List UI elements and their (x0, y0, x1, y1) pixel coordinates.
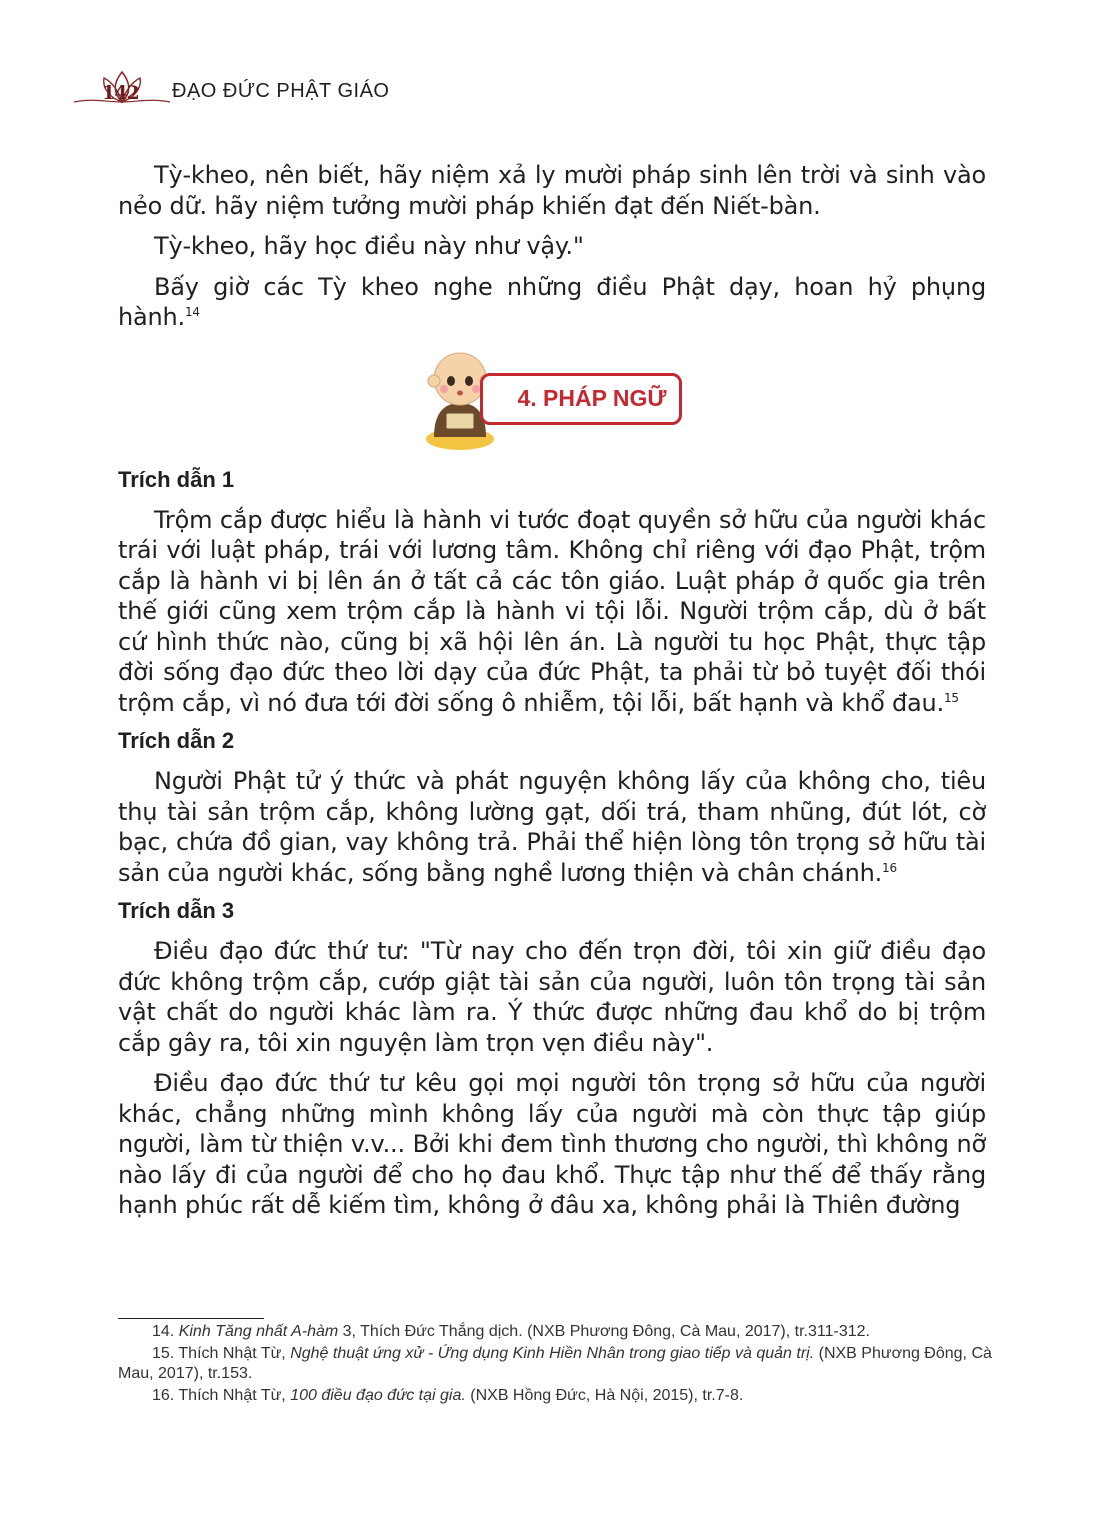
footnote-number: 16. (152, 1386, 175, 1404)
citation-2-text (118, 766, 986, 888)
running-title: ĐẠO ĐỨC PHẬT GIÁO (172, 80, 390, 102)
citation-3-paragraph-1: Điều đạo đức thứ tư: "Từ nay cho đến trọn đời, tôi xin giữ điều đạo đức không trộm cắp, cướp giật tài sản của người, luôn tôn trọng tài sản vật chất do người khác làm ra. Ý thức được những đau khổ do bị trộm cắp gây ra, tôi xin nguyện làm trọn vẹn điều này". (118, 937, 986, 1057)
citation-3-paragraph-2: Điều đạo đức thứ tư kêu gọi mọi người tôn trọng sở hữu của người khác, chẳng những mình không lấy của người mà còn thực tập giúp người, làm từ thiện v.v... Bởi khi đem tình thương cho người, thì không nỡ nào lấy đi của người để cho họ đau khổ. Thực tập như thế để thấy rằng hạnh phúc rất dễ kiếm tìm, không ở đâu xa, không phải là Thiên đường (118, 1069, 986, 1219)
citation-1-body: Trộm cắp được hiểu là hành vi tước đoạt quyền sở hữu của người khác trái với luật pháp, trái với lương tâm. Không chỉ riêng với đạo Phật, trộm cắp là hành vi bị lên án ở tất cả các tôn giáo. Luật pháp ở quốc gia trên thế giới cũng xem trộm cắp là hành vi tội lỗi. Người trộm cắp, dù ở bất cứ hình thức nào, cũng bị xã hội lên án. Là người tu học Phật, thực tập đời sống đạo đức theo lời dạy của đức Phật, ta phải từ bỏ tuyệt đối thói trộm cắp, vì nó đưa tới đời sống ô nhiễm, tội lỗi, bất hạnh và khổ đau. (118, 505, 986, 717)
citation-3-heading: Trích dẫn 3 (118, 898, 235, 923)
intro-paragraph-1: Tỳ-kheo, nên biết, hãy niệm xả ly mười pháp sinh lên trời và sinh vào nẻo dữ. hãy niệm tưởng mười pháp khiến đạt đến Niết-bàn. (118, 161, 986, 220)
citation-2-heading: Trích dẫn 2 (118, 728, 235, 753)
footnote-number: 15. (152, 1344, 175, 1362)
footnotes (118, 1322, 998, 1407)
footnote-14 (118, 1322, 998, 1343)
page-number: 142 (102, 82, 139, 104)
section-badge (118, 347, 986, 457)
footnote-details: (NXB Phương Đông, Cà Mau, 2017), tr.153. (118, 1344, 992, 1382)
footnote-ref-16[interactable]: 16 (882, 860, 897, 875)
footnote-ref-15[interactable]: 15 (944, 690, 959, 705)
footnote-16 (118, 1386, 998, 1407)
citation-1-heading: Trích dẫn 1 (118, 466, 235, 492)
main-content (118, 160, 986, 1231)
footnote-title: 100 điều đạo đức tại gia. (290, 1386, 466, 1404)
footnote-15 (118, 1344, 998, 1385)
intro-paragraph-3-text: Bấy giờ các Tỳ kheo nghe những điều Phật dạy, hoan hỷ phụng hành. (118, 272, 986, 331)
footnote-author: Thích Nhật Từ, (174, 1386, 291, 1404)
footnote-title: Nghệ thuật ứng xử - Ứng dụng Kinh Hiền Nhân trong giao tiếp và quản trị. (290, 1344, 815, 1362)
section-title-badge (480, 373, 682, 425)
footnote-ref-14[interactable]: 14 (184, 305, 200, 319)
intro-paragraph-3 (118, 272, 986, 333)
citation-2-body: Người Phật tử ý thức và phát nguyện không lấy của không cho, tiêu thụ tài sản trộm cắp, không lường gạt, dối trá, tham nhũng, đút lót, cờ bạc, chứa đồ gian, vay không trả. Phải thể hiện lòng tôn trọng sở hữu tài sản của người khác, sống bằng nghề lương thiện và chân chánh. (118, 767, 986, 887)
citation-1-text (118, 505, 986, 719)
footnote-title: Kinh Tăng nhất A-hàm (178, 1323, 339, 1340)
section-title: 4. PHÁP NGỮ (517, 385, 667, 411)
footnote-divider (118, 1318, 264, 1319)
page-header (72, 68, 472, 108)
intro-paragraph-2: Tỳ-kheo, hãy học điều này như vậy." (154, 232, 584, 260)
footnote-details: 3, Thích Đức Thắng dịch. (NXB Phương Đông, Cà Mau, 2017), tr.311-312. (338, 1323, 870, 1340)
footnote-author: Thích Nhật Từ, (174, 1344, 291, 1362)
footnote-number: 14. (152, 1323, 175, 1340)
footnote-details: (NXB Hồng Đức, Hà Nội, 2015), tr.7-8. (465, 1386, 744, 1404)
